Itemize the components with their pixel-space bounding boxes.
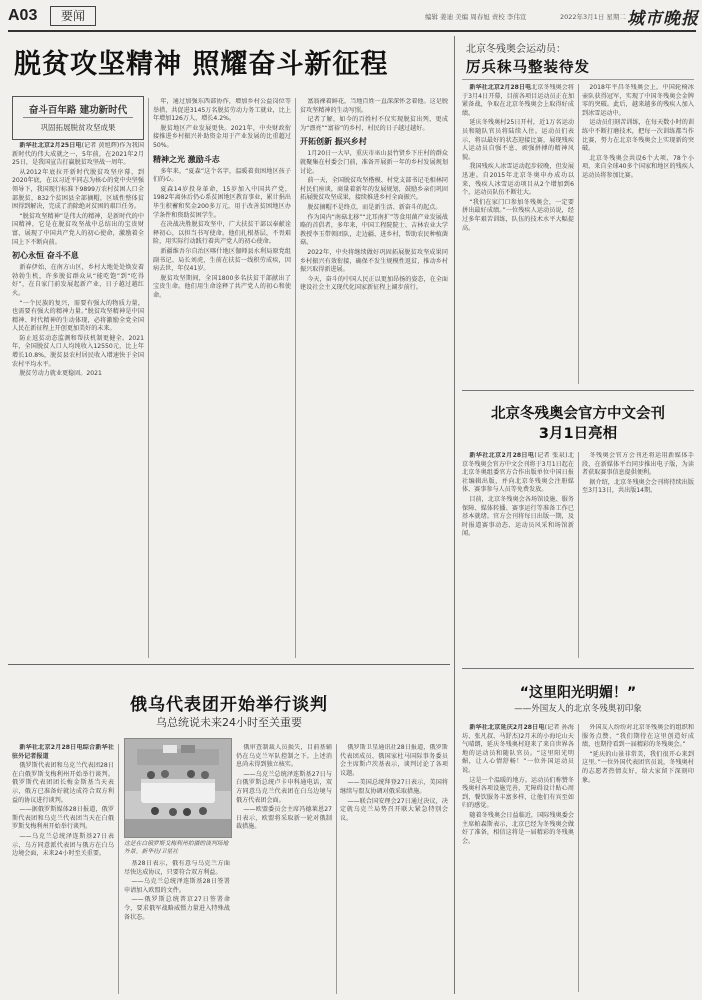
photo-caption: 这是在白俄罗斯戈梅利州拍摄的谈判场地外景。新华社/卫星社 xyxy=(124,841,229,855)
section-tag xyxy=(50,6,96,26)
page-number: A03 xyxy=(8,7,38,24)
sidebar2-paragraph: 目前，北京冬残奥会各场馆设施、服务保障、媒体转播、赛事运行等准备工作已基本就绪。官方会刊将每日出版一期，及时报道赛事动态、运动员风采和场馆新闻。 xyxy=(462,495,574,538)
lead-column-3 xyxy=(300,98,448,656)
bottom-headline: 俄乌代表团开始举行谈判 xyxy=(130,695,328,715)
sidebar2-headline-line2: 3月1日亮相 xyxy=(538,426,618,442)
kicker-title: 奋斗百年路 建功新时代 xyxy=(28,105,128,116)
bottom-column-3 xyxy=(124,860,230,996)
lead-intro: (记者 黄旭辉)作为我国新时代的伟大成就之一，5年前，在2021年2月25日，是我国宣告打赢脱贫攻坚战一周年。 xyxy=(12,142,144,167)
lead-column-2 xyxy=(153,98,291,656)
sidebar3-paragraph: 随着冬残奥会日益临近，国际残奥委会主席帕森斯表示，北京已经为冬残奥会做好了准备，相信这将是一届精彩的冬残奥会。 xyxy=(462,811,574,845)
masthead-logo: 城市晚报 xyxy=(627,9,699,29)
sidebar1-paragraph: 北京冬残奥会共设6个大项、78个小项，来自全球40多个国家和地区的残疾人运动员将参加比赛。 xyxy=(582,154,694,179)
bottom-paragraph: 俄罗斯代表团和乌克兰代表团28日在白俄罗斯戈梅利州开始举行谈判。俄罗斯代表团团长梅金斯基当天表示，俄方已准备好就达成符合双方利益的协议进行谈判。 xyxy=(12,762,114,804)
lead-paragraph: 年，通过加强东西部协作，增加乡村公益岗位等举措，共促进3145万名脱贫劳动力务工就业，比上年增加126万人，增长4.2%。 xyxy=(153,98,291,123)
bottom-paragraph: ——联合国安理会27日通过决议，决定就乌克兰局势召开联大紧急特别会议。 xyxy=(340,797,448,822)
lead-paragraph: 防止返贫动态监测和帮扶机制更健全。2021年，全国脱贫人口人均纯收入12550元，比上年增长10.8%，脱贫县农村居民收入增速快于全国农村平均水平。 xyxy=(12,334,144,368)
bottom-column-2 xyxy=(236,744,332,996)
bottom-dateline: 新华社北京2月28日电综合新华社驻外记者报道 xyxy=(12,744,114,760)
issue-date: 2022年3月1日 星期二 xyxy=(560,13,626,21)
lead-paragraph: 今天，奋斗的中国人民正以更加昂扬的姿态，在全面建设社会主义现代化国家新征程上阔步前行。 xyxy=(300,275,448,292)
sidebar3-dateline: 新华社北京延庆2月28日电 xyxy=(469,724,545,731)
lead-paragraph: 前一天，全国脱贫攻坚楷模、村党支部书记毛相林同村民们座谈，商量着新年的发展规划，鼓励乡亲们巩固拓展脱贫攻坚成果，接续推进乡村全面振兴。 xyxy=(300,177,448,202)
lead-headline: 脱贫攻坚精神 照耀奋斗新征程 xyxy=(14,49,389,80)
sidebar2-column-1: 新华社北京2月28日电(记者 张泉)北京冬残奥会官方中文会刊将于3月1日起在北京冬奥组委官方合作出版单位中国日报社编辑出版，并向北京冬残奥会注册媒体、赛事参与人员等免费发放。 目前，北京冬残奥会各场馆设施、服务保障、媒体转播、赛事运行等准备工作已基本就绪。官方会刊将每日出版一期，及时报道赛事动态、运动员风采和场馆新闻。 xyxy=(462,452,574,538)
sidebar1-paragraph: 运动员们刻苦训练，在每天数小时的训练中不断打磨技术，把每一次训练都当作比赛，努力在北京冬残奥会上实现新的突破。 xyxy=(582,119,694,153)
sidebar1-column-2 xyxy=(582,84,694,386)
sidebar1-paragraph: “我们在家门口参加冬残奥会，一定要拼出最好成绩。”一位残疾人运动员说，经过多年艰苦训练，队伍的技术水平大幅提高。 xyxy=(462,198,574,232)
page-header xyxy=(0,0,702,30)
sidebar3-paragraph: 这是一个温暖的地方。运动员们称赞冬残奥村各项设施完善，无障碍设计贴心周到，餐饮服务丰富多样，让他们有宾至如归的感觉。 xyxy=(462,776,574,810)
lead-paragraph: “脱贫攻坚精神”是伟大的精神，是新时代的中国精神，它是在脱贫攻坚战中总结出的宝贵财富，展现了中国共产党人的初心使命，激励着全国上下不断向前。 xyxy=(12,212,144,246)
lead-paragraph: 脱贫摘帽不是终点，而是新生活、新奋斗的起点。 xyxy=(307,203,442,211)
sidebar2-headline xyxy=(462,404,694,444)
negotiation-photo xyxy=(124,738,232,838)
kicker-sub: 巩固拓展脱贫攻坚成果 xyxy=(40,123,116,132)
section-name: 要闻 xyxy=(61,9,86,23)
bottom-paragraph: 俄罗斯卫星通讯社28日报道，俄罗斯代表团成员、俄国家杜马国际事务委员会主席斯卢茨基表示，谈判讨论了各项议题。 xyxy=(340,744,448,777)
bottom-paragraph: ——乌克兰总统泽连斯基28日签署申请加入欧盟的文件。 xyxy=(124,878,230,894)
lead-paragraph: 脱贫地区产业发展更快。2021年，中央财政衔接推进乡村振兴补助资金用于产业发展的比重超过50%。 xyxy=(153,124,291,149)
bottom-paragraph: ——乌克兰总统泽连斯基27日表示，乌方同意派代表团与俄方在白乌边境会面，未来24小时至关重要。 xyxy=(12,832,114,858)
lead-paragraph: 记者了解，如今的百姓村不仅实现脱贫出列，更成为“漂亮”“富裕”的乡村，村民的日子越过越好。 xyxy=(300,116,448,132)
lead-paragraph: 作为国内“南菇北移”“北耳南扩”等食用菌产业发展战略的首倡者，多年来，中国工程院院士、吉林农业大学教授李玉带领团队，走边疆、进乡村，帮助农民种植菌菇。 xyxy=(300,213,448,247)
lead-column-1 xyxy=(12,142,144,834)
kicker-box xyxy=(12,96,144,140)
sidebar3-paragraph: “延庆的山景非常美，我们很开心来到这里。”一位外国代表团官员说，冬残奥村的志愿者热情友好，给大家留下深刻印象。 xyxy=(582,750,694,784)
sidebar3-subhead: ——外国友人的北京冬残奥初印象 xyxy=(514,704,642,714)
bottom-column-1 xyxy=(12,744,114,996)
subhead-2: 精神之光 激励斗志 xyxy=(153,154,220,164)
lead-paragraph: 2022年，中央将继续做好巩固拓展脱贫攻坚成果同乡村振兴有效衔接，确保不发生规模性返贫，推动乡村振兴取得新进展。 xyxy=(300,248,448,274)
lead-paragraph: 1月20日一大早，重庆市巫山县竹贤乡下庄村的群众就聚集在村委会门前，准备开展新一年的乡村发展规划讨论。 xyxy=(300,150,448,175)
sidebar2-headline-line1: 北京冬残奥会官方中文会刊 xyxy=(491,406,665,422)
lead-paragraph: “一个民族的复兴，需要有强大的物质力量，也需要有强大的精神力量。”脱贫攻坚精神是中国精神、时代精神的生动体现，必将激励全党全国人民在新征程上开创更加美好的未来。 xyxy=(12,299,144,333)
sidebar3-column-2 xyxy=(582,724,694,994)
sidebar1-paragraph: 我国残疾人冰雪运动起步较晚，但发展迅速。自2015年北京冬奥申办成功以来，残疾人冰雪运动项目从2个增加到6个，运动员队伍不断壮大。 xyxy=(462,163,574,197)
bottom-paragraph: ——俄罗斯总统普京27日签署命令，要求俄军战略威慑力量进入特殊战备状态。 xyxy=(124,896,230,921)
lead-paragraph: 在决战决胜脱贫攻坚中，广大扶贫干部以奉献诠释初心，以担当书写使命。他们扎根基层，不畏艰险，用实际行动践行着共产党人的初心使命。 xyxy=(153,221,291,246)
sidebar1-dateline: 新华社北京2月28日电 xyxy=(469,84,532,91)
editors-line: 编辑 姜迪 美编 周春旭 责校 李伟宣 xyxy=(425,13,527,21)
bottom-paragraph: 俄审查制裁人员损失，目前基辅仍在乌克兰军队控制之下。上述消息尚未得到独立核实。 xyxy=(236,744,332,769)
header-rule xyxy=(8,30,696,32)
bottom-paragraph: ——据俄罗斯媒体28日报道，俄罗斯代表团和乌克兰代表团当天在白俄罗斯戈梅利州开始举行谈判。 xyxy=(12,806,114,831)
sidebar1-column-1: 新华社北京2月28日电北京冬残奥会将于3月4日开幕，目前各项目运动员正在加紧备战，争取在北京冬残奥会上取得好成绩。 延庆冬残奥村25日开村，近1万名运动员和随队官员将陆续入住。运动员们表示，将以最好的状态迎接比赛，展现残疾人运动员自强不息、顽强拼搏的精神风貌。 我国残疾人冰雪运动起步较晚，但发展迅速。自2015年北京冬奥申办成功以来，残疾人冰雪运动项目从2个增加到6个，运动员队伍不断壮大。 “我们在家门口参加冬残奥会，一定要拼出最好成绩。”一位残疾人运动员说，经过多年艰苦训练，队伍的技术水平大幅提高。 xyxy=(462,84,574,232)
sidebar3-paragraph: 外国友人纷纷对北京冬残奥会的组织和服务点赞，“我们期待在这里创造好成绩，也期待看到一届精彩的冬残奥会。” xyxy=(582,724,694,749)
lead-paragraph: 从2012年底拉开新时代脱贫攻坚序幕，到2020年底，在以习近平同志为核心的党中央坚强领导下，我国现行标准下9899万农村贫困人口全部脱贫，832个贫困县全部摘帽，区域性整体贫困得到解决，完成了消除绝对贫困的艰巨任务。 xyxy=(12,168,144,211)
lead-paragraph: 富翁裸着鲜花，当地百姓一直深深怀念着他。这是脱贫攻坚精神的生动写照。 xyxy=(300,98,448,114)
sidebar1-headline: 厉兵秣马整装待发 xyxy=(466,60,590,76)
sidebar2-column-2 xyxy=(582,452,694,662)
bottom-subhead: 乌总统说未来24小时至关重要 xyxy=(156,716,302,729)
lead-dateline: 新华社北京2月25日电 xyxy=(19,142,82,149)
bottom-paragraph: ——美国总统拜登27日表示，美国将继续与盟友协调对俄采取措施。 xyxy=(340,779,448,795)
sidebar2-paragraph: 据介绍，北京冬残奥会会刊将持续出版至3月13日，共出版14期。 xyxy=(582,478,694,495)
lead-paragraph: 脱贫攻坚期间，全国1800多名扶贫干部献出了宝贵生命。他们用生命诠释了共产党人的初心和使命。 xyxy=(153,274,291,299)
sidebar3-column-1: 新华社北京延庆2月28日电(记者 孙海坊、张凡叔、马舒杰)2月末的小海坨山天气晴朗，延庆冬残奥村迎来了来自世界各地的运动员和随队官员。“这里阳光明媚，让人心情舒畅！”一位外国运动员说。 这是一个温暖的地方。运动员们称赞冬残奥村各项设施完善，无障碍设计贴心周到，餐饮服务丰富多样，让他们有宾至如归的感觉。 随着冬残奥会日益临近，国际残奥委会主席帕森斯表示，北京已经为冬残奥会做好了准备，相信这将是一届精彩的冬残奥会。 xyxy=(462,724,574,845)
sidebar1-kicker: 北京冬残奥会运动员： xyxy=(466,44,566,55)
bottom-paragraph: ——乌克兰总统泽连斯基27日与白俄罗斯总统卢卡申科通电话，双方同意乌克兰代表团在白乌边境与俄方代表团会面。 xyxy=(236,770,332,804)
sidebar1-paragraph: 延庆冬残奥村25日开村，近1万名运动员和随队官员将陆续入住。运动员们表示，将以最好的状态迎接比赛，展现残疾人运动员自强不息、顽强拼搏的精神风貌。 xyxy=(462,119,574,161)
sidebar3-headline: “这里阳光明媚！” xyxy=(519,685,637,701)
lead-paragraph: 脱贫劳动力就业更稳固。2021 xyxy=(19,370,102,378)
lead-paragraph: 新疆维吾尔自治区喀什地区伽师县水利局原党组副书记、局长刘虎，生前在扶贫一线积劳成疾，因病去世，年仅41岁。 xyxy=(153,247,291,273)
subhead-3: 开拓创新 振兴乡村 xyxy=(300,137,367,147)
bottom-paragraph: 基28日表示，俄有意与乌克兰方面尽快达成协议，只要符合双方利益。 xyxy=(124,860,230,876)
subhead-1: 初心永恒 奋斗不息 xyxy=(12,251,79,261)
lead-paragraph: 新春伊始，在南方山区，乡村大地处处焕发着勃勃生机，许多脱贫群众从“能吃饱”到“吃得好”，在自家门前发展起新产业，日子越过越红火。 xyxy=(12,264,144,297)
sidebar2-paragraph: 冬残奥会官方会刊还将运用新媒体手段，在新媒体平台同步推出电子版，为读者获取赛事信息提供便利。 xyxy=(582,452,694,477)
photo-image xyxy=(125,739,231,837)
sidebar2-dateline: 新华社北京2月28日电 xyxy=(469,452,535,459)
lead-paragraph: 夏森14岁投身革命，15岁加入中国共产党，1982年离休后仍心系贫困地区教育事业，累计捐出毕生积蓄和奖金200多万元，用于改善贫困地区办学条件和资助贫困学生。 xyxy=(153,185,291,219)
bottom-column-4 xyxy=(340,744,448,996)
bottom-paragraph: ——欧盟委员会主席冯德莱恩27日表示，欧盟将采取新一轮对俄制裁措施。 xyxy=(236,806,332,831)
sidebar1-paragraph: 2018年平昌冬残奥会上，中国轮椅冰壶队获得冠军，实现了中国冬残奥会金牌零的突破。此后，越来越多的残疾人加入到冰雪运动中。 xyxy=(582,84,694,117)
lead-paragraph: 多年来，“夏森”这个名字，温暖着贵困地区孩子们的心。 xyxy=(153,167,291,184)
